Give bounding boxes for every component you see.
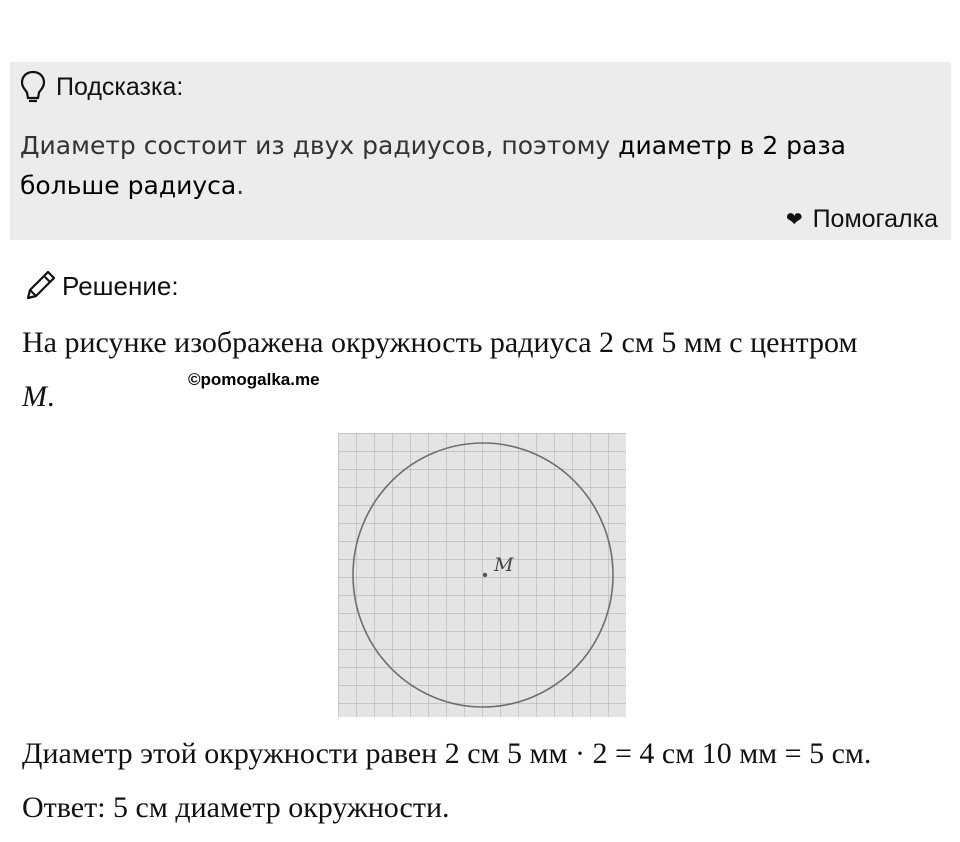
solution-title: Решение: bbox=[62, 270, 179, 301]
solution-header bbox=[22, 268, 179, 304]
credit[interactable] bbox=[786, 205, 938, 234]
hint-title: Подсказка: bbox=[56, 72, 184, 101]
grid-lines bbox=[338, 433, 626, 717]
hint-text-plain: Диаметр состоит из двух радиусов, поэтому bbox=[20, 131, 619, 160]
center-label: M bbox=[494, 554, 514, 576]
diameter-line: Диаметр этой окружности равен 2 см 5 мм · 2 = 4 см 10 мм = 5 см. bbox=[22, 737, 872, 770]
watermark: ©pomogalka.me bbox=[188, 370, 320, 389]
hint-header bbox=[20, 70, 183, 104]
circle-figure bbox=[338, 433, 626, 717]
answer-line: Ответ: 5 см диаметр окружности. bbox=[22, 791, 450, 824]
center-point bbox=[483, 573, 487, 577]
solution-line-2-end: . bbox=[47, 380, 55, 413]
pencil-icon bbox=[22, 268, 58, 304]
solution-line-2 bbox=[22, 380, 55, 414]
hint-text-end: . bbox=[236, 171, 245, 200]
hint-text-bold: диаметр в 2 раза больше радиуса bbox=[20, 131, 846, 200]
solution-line-1: На рисунке изображена окружность радиуса 2 см 5 мм с центром bbox=[22, 326, 858, 359]
center-variable: M bbox=[22, 380, 47, 413]
heart-icon: ❤ bbox=[785, 209, 803, 231]
credit-label: Помогалка bbox=[812, 205, 938, 233]
lightbulb-icon bbox=[20, 70, 46, 104]
hint-text bbox=[20, 126, 920, 206]
